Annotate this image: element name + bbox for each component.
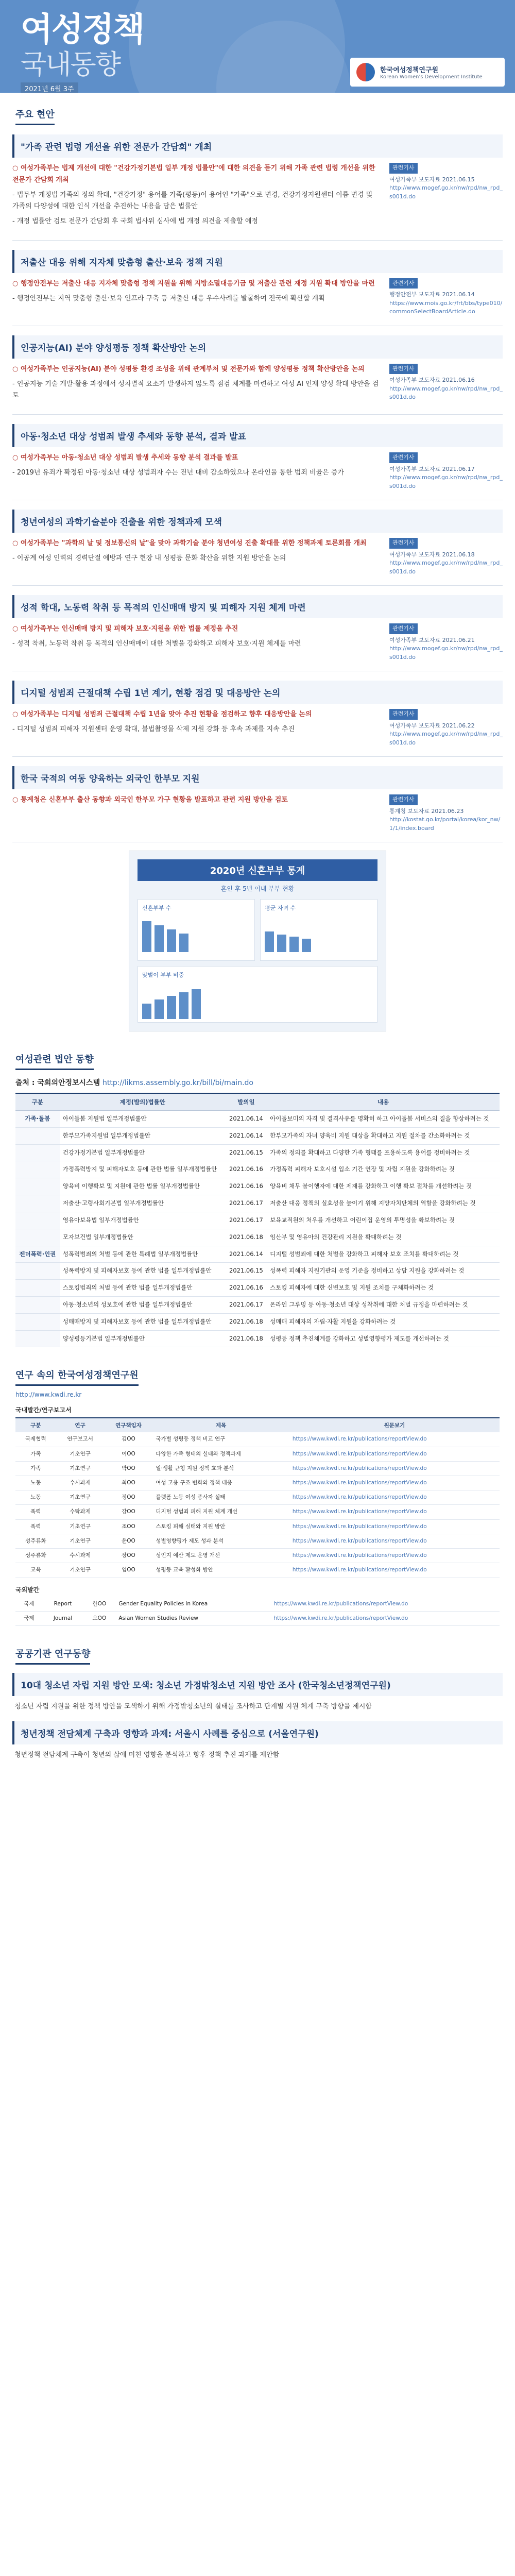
infographic-box-label: 평균 자녀 수 (265, 905, 296, 911)
infographic-box-label: 신혼부부 수 (142, 905, 171, 911)
law-table-row (15, 1195, 500, 1212)
research-table-header: 제목 (152, 1418, 289, 1432)
law-table-header: 구분 (15, 1093, 60, 1111)
news-item (12, 595, 503, 662)
news-item-text (12, 623, 379, 662)
research-title[interactable]: 다양한 가족 형태의 실태와 정책과제 (152, 1447, 289, 1461)
public-research-item (12, 1673, 503, 1713)
law-bill[interactable]: 영유아보육법 일부개정법률안 (60, 1212, 226, 1229)
news-paragraph: ○ 여성가족부는 디지털 성범죄 근절대책 수립 1년을 맞아 추진 현황을 점검하고 향후 대응방안을 논의 (12, 710, 312, 718)
research-kind: 기초연구 (56, 1447, 105, 1461)
item-divider (12, 240, 503, 241)
section-heading (0, 1052, 515, 1070)
section-tag: 주요 현안 (15, 107, 55, 125)
research-title[interactable]: 디지털 성범죄 피해 지원 체계 개선 (152, 1505, 289, 1519)
section-tag: 공공기관 연구동향 (15, 1647, 90, 1665)
research-kind: Journal (43, 1611, 83, 1625)
law-bill[interactable]: 성매매방지 및 피해자보호 등에 관한 법률 일부개정법률안 (60, 1313, 226, 1330)
law-desc: 아이돌보미의 자격 및 결격사유를 명확히 하고 아이돌봄 서비스의 질을 향상하려는 것 (267, 1111, 500, 1128)
news-source-link[interactable]: https://www.mois.go.kr/frt/bbs/type010/commonSelectBoardArticle.do (389, 299, 503, 315)
research-row (15, 1534, 500, 1548)
law-date: 2021.06.14 (226, 1127, 267, 1144)
research-lead: 조OO (104, 1519, 152, 1534)
research-type: 노동 (15, 1476, 56, 1490)
law-date: 2021.06.14 (226, 1246, 267, 1263)
news-source (389, 278, 503, 316)
research-link[interactable]: https://www.kwdi.re.kr/publications/reportView.do (289, 1563, 500, 1578)
news-item-title: 청년여성의 과학기술분야 진출을 위한 정책과제 모색 (12, 510, 503, 533)
news-item-body (12, 364, 503, 405)
law-desc: 스토킹 피해자에 대한 신변보호 및 지원 조치를 구체화하려는 것 (267, 1280, 500, 1297)
law-bill[interactable]: 저출산·고령사회기본법 일부개정법률안 (60, 1195, 226, 1212)
law-desc: 양육비 채무 불이행자에 대한 제재를 강화하고 이행 확보 절차를 개선하려는 것 (267, 1178, 500, 1195)
news-source-link[interactable]: http://www.mogef.go.kr/nw/rpd/nw_rpd_s001d.do (389, 560, 503, 575)
news-paragraph: - 이공계 여성 인력의 경력단절 예방과 연구 현장 내 성평등 문화 확산을 위한 지원 방안을 논의 (12, 554, 286, 562)
law-bill[interactable]: 한부모가족지원법 일부개정법률안 (60, 1127, 226, 1144)
law-source-label: 출처 : 국회의안정보시스템 (15, 1079, 100, 1087)
research-type: 가족 (15, 1447, 56, 1461)
research-lead: 박OO (104, 1461, 152, 1476)
news-item-body (12, 709, 503, 747)
news-source-label: 관련기사 (389, 538, 418, 549)
news-paragraph: - 행정안전부는 지역 맞춤형 출산·보육 인프라 구축 등 저출산 대응 우수사례를 발굴하여 전국에 확산할 계획 (12, 294, 325, 302)
news-paragraph: ○ 여성가족부는 아동·청소년 대상 성범죄 발생 추세와 동향 분석 결과를 발표 (12, 454, 238, 462)
law-bill[interactable]: 스토킹범죄의 처벌 등에 관한 법률 일부개정법률안 (60, 1280, 226, 1297)
law-date: 2021.06.16 (226, 1178, 267, 1195)
research-title[interactable]: 여성 고용 구조 변화와 정책 대응 (152, 1476, 289, 1490)
item-divider (12, 756, 503, 757)
research-lead: 윤OO (104, 1534, 152, 1548)
law-table-header: 내용 (267, 1093, 500, 1111)
research-lead: 장OO (104, 1549, 152, 1563)
law-group (15, 1212, 60, 1229)
research-row (15, 1597, 500, 1612)
law-group (15, 1127, 60, 1144)
section-heading (0, 1647, 515, 1665)
news-item-body (12, 794, 503, 833)
research-kind: 기초연구 (56, 1461, 105, 1476)
law-table-row (15, 1330, 500, 1347)
news-item-body (12, 623, 503, 662)
research-link[interactable]: https://www.kwdi.re.kr/publications/reportView.do (289, 1490, 500, 1505)
news-item-title: 디지털 성범죄 근절대책 수립 1년 계기, 현황 점검 및 대응방안 논의 (12, 681, 503, 704)
issue-label: 2021년 6월 3주 (21, 82, 78, 93)
research-link[interactable]: https://www.kwdi.re.kr/publications/reportView.do (289, 1447, 500, 1461)
org-logo-icon (356, 63, 375, 81)
research-subheading: 국내발간/연구보고서 (15, 1406, 72, 1414)
news-source (389, 538, 503, 576)
research-link[interactable]: https://www.kwdi.re.kr/publications/reportView.do (289, 1476, 500, 1490)
research-type: 성주류화 (15, 1534, 56, 1548)
news-item-title: 성적 학대, 노동력 착취 등 목적의 인신매매 방지 및 피해자 지원 체계 마련 (12, 595, 503, 618)
law-group: 젠더폭력·인권 (15, 1246, 60, 1263)
law-table (15, 1093, 500, 1347)
law-table-row (15, 1127, 500, 1144)
news-item-text (12, 364, 379, 405)
law-table-row (15, 1313, 500, 1330)
news-paragraph: ○ 여성가족부는 "과학의 날 및 정보통신의 날"을 맞아 과학기술 분야 청년여성 진출 확대를 위한 정책과제 토론회를 개최 (12, 539, 367, 547)
public-research-text: 청년정책 전담체계 구축이 청년의 삶에 미친 영향을 분석하고 향후 정책 추진 과제를 제안함 (14, 1751, 280, 1759)
news-paragraph: - 디지털 성범죄 피해자 지원센터 운영 확대, 불법촬영물 삭제 지원 강화 등 후속 과제를 지속 추진 (12, 725, 295, 733)
item-divider (12, 585, 503, 586)
law-date: 2021.06.15 (226, 1263, 267, 1280)
law-table-row (15, 1246, 500, 1263)
news-item-text (12, 452, 379, 490)
research-type: 국제협력 (15, 1432, 56, 1447)
news-item-body (12, 538, 503, 576)
news-item (12, 424, 503, 490)
research-link[interactable]: https://www.kwdi.re.kr/publications/reportView.do (270, 1597, 500, 1612)
research-lead: 임OO (104, 1563, 152, 1578)
news-source-label: 관련기사 (389, 452, 418, 463)
law-desc: 성매매 피해자의 자립·자활 지원을 강화하려는 것 (267, 1313, 500, 1330)
infographic-box-label: 맞벌이 부부 비중 (142, 972, 184, 978)
news-source-text: 여성가족부 보도자료 2021.06.17 (389, 465, 475, 472)
news-paragraph: ○ 여성가족부는 인공지능(AI) 분야 성평등 환경 조성을 위해 관계부처 및 전문가와 함께 양성평등 정책 확산방안을 논의 (12, 365, 365, 373)
research-link[interactable]: https://www.kwdi.re.kr/publications/reportView.do (289, 1549, 500, 1563)
law-date: 2021.06.17 (226, 1296, 267, 1313)
law-group (15, 1178, 60, 1195)
research-link[interactable]: https://www.kwdi.re.kr/publications/reportView.do (289, 1519, 500, 1534)
law-date: 2021.06.17 (226, 1195, 267, 1212)
law-source-link[interactable]: http://likms.assembly.go.kr/bill/bi/main.do (102, 1079, 253, 1087)
news-source-label: 관련기사 (389, 278, 418, 289)
research-type: 가족 (15, 1461, 56, 1476)
news-source-text: 여성가족부 보도자료 2021.06.16 (389, 377, 475, 384)
law-table-row (15, 1144, 500, 1161)
law-desc: 가족의 정의를 확대하고 다양한 가족 형태를 포용하도록 용어를 정비하려는 것 (267, 1144, 500, 1161)
law-date: 2021.06.18 (226, 1330, 267, 1347)
news-source (389, 709, 503, 747)
org-brand (350, 58, 505, 87)
research-title[interactable]: 성별영향평가 제도 성과 분석 (152, 1534, 289, 1548)
law-table-header: 제정(발의)법률안 (60, 1093, 226, 1111)
news-item-text (12, 538, 379, 576)
news-item-text (12, 794, 379, 833)
law-desc: 성평등 정책 추진체계를 강화하고 성별영향평가 제도를 개선하려는 것 (267, 1330, 500, 1347)
research-row (15, 1505, 500, 1519)
infographic (129, 851, 386, 1031)
news-item-text (12, 709, 379, 747)
research-table-header: 연구 (56, 1418, 105, 1432)
news-source (389, 364, 503, 405)
section-heading (0, 107, 515, 125)
news-paragraph: - 인공지능 기술 개발·활용 과정에서 성차별적 요소가 발생하지 않도록 점검 체계를 마련하고 여성 AI 인재 양성 확대 방안을 검토 (12, 380, 379, 400)
research-row (15, 1563, 500, 1578)
research-title[interactable]: 스토킹 피해 실태와 지원 방안 (152, 1519, 289, 1534)
news-source-text: 여성가족부 보도자료 2021.06.18 (389, 551, 475, 558)
law-group (15, 1144, 60, 1161)
research-title[interactable]: 국가별 성평등 정책 비교 연구 (152, 1432, 289, 1447)
research-kind: 기초연구 (56, 1519, 105, 1534)
news-source-text: 여성가족부 보도자료 2021.06.15 (389, 176, 475, 183)
law-bill[interactable]: 건강가정기본법 일부개정법률안 (60, 1144, 226, 1161)
research-table-foreign (15, 1597, 500, 1626)
law-date: 2021.06.18 (226, 1313, 267, 1330)
research-kind: 기초연구 (56, 1490, 105, 1505)
public-research-text: 청소년 자립 지원을 위한 정책 방안을 모색하기 위해 가정밖청소년의 실태를 조사하고 단계별 지원 체계 구축 방향을 제시함 (14, 1703, 372, 1710)
research-title[interactable]: 플랫폼 노동 여성 종사자 실태 (152, 1490, 289, 1505)
news-source-link[interactable]: http://kostat.go.kr/portal/korea/kor_nw/1/1/index.board (389, 816, 501, 832)
research-row (15, 1490, 500, 1505)
research-type: 폭력 (15, 1505, 56, 1519)
news-item (12, 510, 503, 576)
law-bill[interactable]: 아동·청소년의 성보호에 관한 법률 일부개정법률안 (60, 1296, 226, 1313)
research-link[interactable]: https://www.kwdi.re.kr/publications/reportView.do (289, 1461, 500, 1476)
law-date: 2021.06.18 (226, 1229, 267, 1246)
news-paragraph: ○ 여성가족부는 인신매매 방지 및 피해자 보호·지원을 위한 법률 제정을 추진 (12, 625, 238, 633)
news-item-body (12, 163, 503, 231)
law-table-row (15, 1111, 500, 1128)
research-kind: 수탁과제 (56, 1505, 105, 1519)
news-source-label: 관련기사 (389, 364, 418, 375)
research-link[interactable]: http://www.kwdi.re.kr (15, 1391, 82, 1399)
research-row (15, 1432, 500, 1447)
research-row (15, 1549, 500, 1563)
research-table-header: 연구책임자 (104, 1418, 152, 1432)
law-group (15, 1161, 60, 1178)
section-heading (0, 1368, 515, 1386)
news-source-link[interactable]: http://www.mogef.go.kr/nw/rpd/nw_rpd_s001d.do (389, 385, 503, 401)
law-source (15, 1077, 500, 1088)
news-source-text: 행정안전부 보도자료 2021.06.14 (389, 291, 475, 298)
law-desc: 한부모가족의 자녀 양육비 지원 대상을 확대하고 지원 절차를 간소화하려는 것 (267, 1127, 500, 1144)
news-item (12, 250, 503, 316)
research-lead: 정OO (104, 1490, 152, 1505)
research-lead: 한OO (83, 1597, 115, 1612)
org-sub: Korean Women's Development Institute (380, 74, 483, 80)
news-paragraph: ○ 행정안전부는 저출산 대응 지자체 맞춤형 정책 지원을 위해 지방소멸대응기금 및 저출산 관련 재정 지원 확대 방안을 마련 (12, 279, 375, 287)
law-table-row (15, 1280, 500, 1297)
research-kind: 수시과제 (56, 1549, 105, 1563)
research-kind: 수시과제 (56, 1476, 105, 1490)
news-source-text: 통계청 보도자료 2021.06.23 (389, 807, 464, 815)
law-bill[interactable]: 양성평등기본법 일부개정법률안 (60, 1330, 226, 1347)
news-item-title: 저출산 대응 위해 지자체 맞춤형 출산·보육 정책 지원 (12, 250, 503, 273)
research-type: 국제 (15, 1611, 43, 1625)
infographic-box (138, 966, 377, 1023)
research-title[interactable]: 성인지 예산 제도 운영 개선 (152, 1549, 289, 1563)
news-item-text (12, 163, 379, 231)
research-lead: 강OO (104, 1505, 152, 1519)
research-link[interactable]: https://www.kwdi.re.kr/publications/reportView.do (289, 1432, 500, 1447)
news-source-label: 관련기사 (389, 709, 418, 720)
news-item-title: "가족 관련 법령 개선을 위한 전문가 간담회" 개최 (12, 134, 503, 158)
law-desc: 임산부 및 영유아의 건강관리 지원을 확대하려는 것 (267, 1229, 500, 1246)
news-source-link[interactable]: http://www.mogef.go.kr/nw/rpd/nw_rpd_s001d.do (389, 645, 503, 660)
news-item-text (12, 278, 379, 316)
news-source (389, 794, 503, 833)
law-desc: 저출산 대응 정책의 실효성을 높이기 위해 지방자치단체의 역할을 강화하려는 것 (267, 1195, 500, 1212)
news-source-label: 관련기사 (389, 623, 418, 634)
news-item-body (12, 452, 503, 490)
research-title[interactable]: 일·생활 균형 지원 정책 효과 분석 (152, 1461, 289, 1476)
infographic-box (260, 899, 377, 961)
news-list (0, 134, 515, 842)
news-paragraph: ○ 여성가족부는 법제 개선에 대한 "건강가정기본법 일부 개정 법률안"에 대한 의견을 듣기 위해 가족 관련 법령 개선을 위한 전문가 간담회 개최 (12, 164, 375, 184)
law-bill[interactable]: 양육비 이행확보 및 지원에 관한 법률 일부개정법률안 (60, 1178, 226, 1195)
law-group (15, 1296, 60, 1313)
law-table-row (15, 1212, 500, 1229)
research-title[interactable]: 성평등 교육 활성화 방안 (152, 1563, 289, 1578)
news-source-text: 여성가족부 보도자료 2021.06.21 (389, 636, 475, 643)
law-table-row (15, 1296, 500, 1313)
news-paragraph: - 2019년 유죄가 확정된 아동·청소년 대상 성범죄자 수는 전년 대비 감소하였으나 온라인을 통한 범죄 비율은 증가 (12, 468, 344, 477)
infographic-title: 2020년 신혼부부 통계 (138, 859, 377, 881)
law-table-row (15, 1229, 500, 1246)
research-kind: 기초연구 (56, 1563, 105, 1578)
law-table-header: 발의일 (226, 1093, 267, 1111)
law-bill[interactable]: 가정폭력방지 및 피해자보호 등에 관한 법률 일부개정법률안 (60, 1161, 226, 1178)
research-type: 폭력 (15, 1519, 56, 1534)
news-source-link[interactable]: http://www.mogef.go.kr/nw/rpd/nw_rpd_s001d.do (389, 184, 503, 200)
news-source (389, 452, 503, 490)
law-desc: 디지털 성범죄에 대한 처벌을 강화하고 피해자 보호 조치를 확대하려는 것 (267, 1246, 500, 1263)
research-lead: 오OO (83, 1611, 115, 1625)
item-divider (12, 414, 503, 415)
news-source-text: 여성가족부 보도자료 2021.06.22 (389, 722, 475, 729)
research-lead: 이OO (104, 1447, 152, 1461)
newsletter-subtitle: 국내동향 (21, 49, 120, 80)
section-tag: 연구 속의 한국여성정책연구원 (15, 1368, 139, 1386)
research-table-header: 구분 (15, 1418, 56, 1432)
research-type: 성주류화 (15, 1549, 56, 1563)
law-date: 2021.06.16 (226, 1161, 267, 1178)
news-paragraph: - 법무부 개정법 가족의 정의 확대, "건강가정" 용어를 가족(평등)이 용어인 "가족"으로 변경, 건강가정지원센터 이름 변경 및 가족의 다양성에 대한 인식 개선을 추진하는 내용을 담은 법률안 (12, 191, 373, 211)
news-paragraph: - 개정 법률안 검토 전문가 간담회 후 국회 법사위 심사에 법 개정 의견을 제출할 예정 (12, 217, 258, 225)
news-item (12, 681, 503, 747)
law-group (15, 1229, 60, 1246)
news-item (12, 134, 503, 231)
law-bill[interactable]: 아이돌봄 지원법 일부개정법률안 (60, 1111, 226, 1128)
research-link[interactable]: https://www.kwdi.re.kr/publications/reportView.do (289, 1505, 500, 1519)
law-bill[interactable]: 모자보건법 일부개정법률안 (60, 1229, 226, 1246)
law-bill[interactable]: 성폭력방지 및 피해자보호 등에 관한 법률 일부개정법률안 (60, 1263, 226, 1280)
news-source (389, 623, 503, 662)
research-row (15, 1476, 500, 1490)
news-source (389, 163, 503, 231)
infographic-box (138, 899, 255, 961)
law-group (15, 1263, 60, 1280)
research-kind: 기초연구 (56, 1534, 105, 1548)
research-subheading: 국외발간 (15, 1586, 40, 1594)
news-item (12, 335, 503, 405)
research-title[interactable]: Asian Women Studies Review (115, 1611, 270, 1625)
research-kind: 연구보고서 (56, 1432, 105, 1447)
research-link[interactable]: https://www.kwdi.re.kr/publications/reportView.do (289, 1534, 500, 1548)
news-source-label: 관련기사 (389, 163, 418, 174)
law-group (15, 1313, 60, 1330)
law-group (15, 1280, 60, 1297)
law-group (15, 1195, 60, 1212)
law-table-row (15, 1263, 500, 1280)
law-table-row (15, 1161, 500, 1178)
infographic-sub: 혼인 후 5년 이내 부부 현황 (220, 885, 295, 892)
law-desc: 보육교직원의 처우를 개선하고 어린이집 운영의 투명성을 확보하려는 것 (267, 1212, 500, 1229)
law-desc: 성폭력 피해자 지원기관의 운영 기준을 정비하고 상담 지원을 강화하려는 것 (267, 1263, 500, 1280)
public-research-list (0, 1673, 515, 1761)
law-group (15, 1330, 60, 1347)
public-research-item (12, 1721, 503, 1761)
research-row (15, 1611, 500, 1625)
research-row (15, 1519, 500, 1534)
news-paragraph: ○ 통계청은 신혼부부 출산 동향과 외국인 한부모 가구 현황을 발표하고 관련 지원 방안을 검토 (12, 796, 288, 804)
research-lead: 김OO (104, 1432, 152, 1447)
law-desc: 온라인 그루밍 등 아동·청소년 대상 성착취에 대한 처벌 규정을 마련하려는 것 (267, 1296, 500, 1313)
news-item-body (12, 278, 503, 316)
research-link[interactable]: https://www.kwdi.re.kr/publications/reportView.do (270, 1611, 500, 1625)
news-item-title: 한국 국적의 여동 양육하는 외국인 한부모 지원 (12, 766, 503, 789)
research-type: 노동 (15, 1490, 56, 1505)
law-bill[interactable]: 성폭력범죄의 처벌 등에 관한 특례법 일부개정법률안 (60, 1246, 226, 1263)
news-item (12, 766, 503, 833)
research-kind: Report (43, 1597, 83, 1612)
news-source-label: 관련기사 (389, 794, 418, 805)
law-date: 2021.06.16 (226, 1280, 267, 1297)
law-date: 2021.06.17 (226, 1212, 267, 1229)
research-table-header: 원문보기 (289, 1418, 500, 1432)
research-lead: 최OO (104, 1476, 152, 1490)
news-paragraph: - 성적 착취, 노동력 착취 등 목적의 인신매매에 대한 처벌을 강화하고 피해자 보호·지원 체계를 마련 (12, 639, 301, 648)
research-row (15, 1447, 500, 1461)
news-source-link[interactable]: http://www.mogef.go.kr/nw/rpd/nw_rpd_s001d.do (389, 474, 503, 489)
section-tag: 여성관련 법안 동향 (15, 1052, 94, 1070)
law-desc: 가정폭력 피해자 보호시설 입소 기간 연장 및 자립 지원을 강화하려는 것 (267, 1161, 500, 1178)
research-type: 국제 (15, 1597, 43, 1612)
newsletter-title: 여성정책 (21, 11, 144, 49)
research-title[interactable]: Gender Equality Policies in Korea (115, 1597, 270, 1612)
research-type: 교육 (15, 1563, 56, 1578)
research-table (15, 1417, 500, 1578)
law-date: 2021.06.15 (226, 1144, 267, 1161)
org-name: 한국여성정책연구원 (380, 66, 439, 74)
law-date: 2021.06.14 (226, 1111, 267, 1128)
law-group: 가족·돌봄 (15, 1111, 60, 1128)
news-source-link[interactable]: http://www.mogef.go.kr/nw/rpd/nw_rpd_s001d.do (389, 731, 503, 746)
public-research-title: 10대 청소년 자립 지원 방안 모색: 청소년 가정밖청소년 지원 방안 조사 (한국청소년정책연구원) (12, 1673, 503, 1696)
public-research-title: 청년정책 전담체계 구축과 영향과 과제: 서울시 사례를 중심으로 (서울연구원) (12, 1721, 503, 1744)
law-table-row (15, 1178, 500, 1195)
research-row (15, 1461, 500, 1476)
header-banner (0, 0, 515, 93)
news-item-title: 아동·청소년 대상 성범죄 발생 추세와 동향 분석, 결과 발표 (12, 424, 503, 447)
news-item-title: 인공지능(AI) 분야 양성평등 정책 확산방안 논의 (12, 335, 503, 359)
